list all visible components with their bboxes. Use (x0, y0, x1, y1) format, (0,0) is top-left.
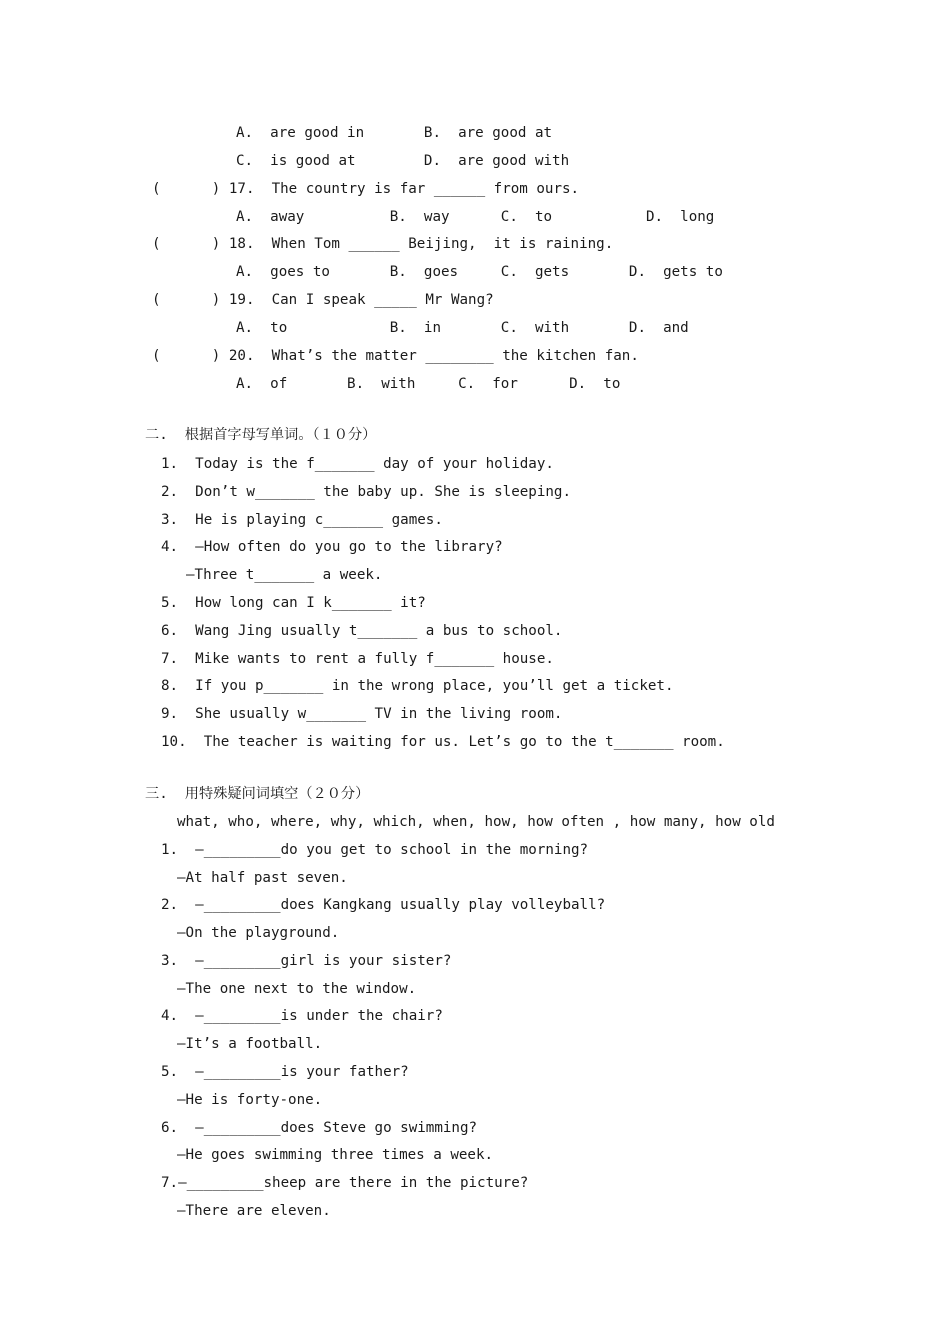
section2-item-7: 7. Mike wants to rent a fully f_______ house. (161, 651, 554, 667)
q16-options-row-2: C. is good at D. are good with (236, 153, 570, 169)
q17-options: A. away B. way C. to D. long (236, 209, 715, 225)
section2-heading: 二. 根据首字母写单词。（１０分） (145, 427, 377, 443)
section3-item-2-question: 2. —_________does Kangkang usually play volleyball? (161, 897, 606, 913)
section3-item-5-answer: —He is forty-one. (177, 1092, 323, 1108)
q20-options: A. of B. with C. for D. to (236, 376, 621, 392)
q20-stem: ( ) 20. What’s the matter ________ the kitchen fan. (152, 348, 639, 364)
q18-options: A. goes to B. goes C. gets D. gets to (236, 264, 723, 280)
q16-options-row-1: A. are good in B. are good at (236, 125, 553, 141)
section3-word-bank: what, who, where, why, which, when, how, how often , how many, how old (177, 814, 775, 830)
section2-item-6: 6. Wang Jing usually t_______ a bus to school. (161, 623, 563, 639)
section3-item-3-question: 3. —_________girl is your sister? (161, 953, 452, 969)
section3-item-1-question: 1. —_________do you get to school in the morning? (161, 842, 589, 858)
section3-item-2-answer: —On the playground. (177, 925, 340, 941)
section3-item-1-answer: —At half past seven. (177, 870, 348, 886)
section3-item-4-answer: —It’s a football. (177, 1036, 323, 1052)
section3-item-5-question: 5. —_________is your father? (161, 1064, 409, 1080)
section3-item-7-answer: —There are eleven. (177, 1203, 331, 1219)
section2-item-3: 3. He is playing c_______ games. (161, 512, 443, 528)
section2-item-4-question: 4. —How often do you go to the library? (161, 539, 503, 555)
section3-item-4-question: 4. —_________is under the chair? (161, 1008, 443, 1024)
section2-item-10: 10. The teacher is waiting for us. Let’s go to the t_______ room. (161, 734, 725, 750)
section2-item-2: 2. Don’t w_______ the baby up. She is sleeping. (161, 484, 571, 500)
section2-item-5: 5. How long can I k_______ it? (161, 595, 426, 611)
section3-item-6-answer: —He goes swimming three times a week. (177, 1147, 494, 1163)
q17-stem: ( ) 17. The country is far ______ from ours. (152, 181, 580, 197)
q19-options: A. to B. in C. with D. and (236, 320, 689, 336)
section3-heading: 三. 用特殊疑问词填空（２０分） (145, 786, 370, 802)
section3-item-7-question: 7.—_________sheep are there in the picture? (161, 1175, 529, 1191)
section2-item-8: 8. If you p_______ in the wrong place, you’ll get a ticket. (161, 678, 674, 694)
q18-stem: ( ) 18. When Tom ______ Beijing, it is raining. (152, 236, 614, 252)
section2-item-1: 1. Today is the f_______ day of your holiday. (161, 456, 554, 472)
section2-item-4-answer: —Three t_______ a week. (186, 567, 383, 583)
section3-item-6-question: 6. —_________does Steve go swimming? (161, 1120, 478, 1136)
q19-stem: ( ) 19. Can I speak _____ Mr Wang? (152, 292, 494, 308)
section3-item-3-answer: —The one next to the window. (177, 981, 417, 997)
section2-item-9: 9. She usually w_______ TV in the living room. (161, 706, 563, 722)
